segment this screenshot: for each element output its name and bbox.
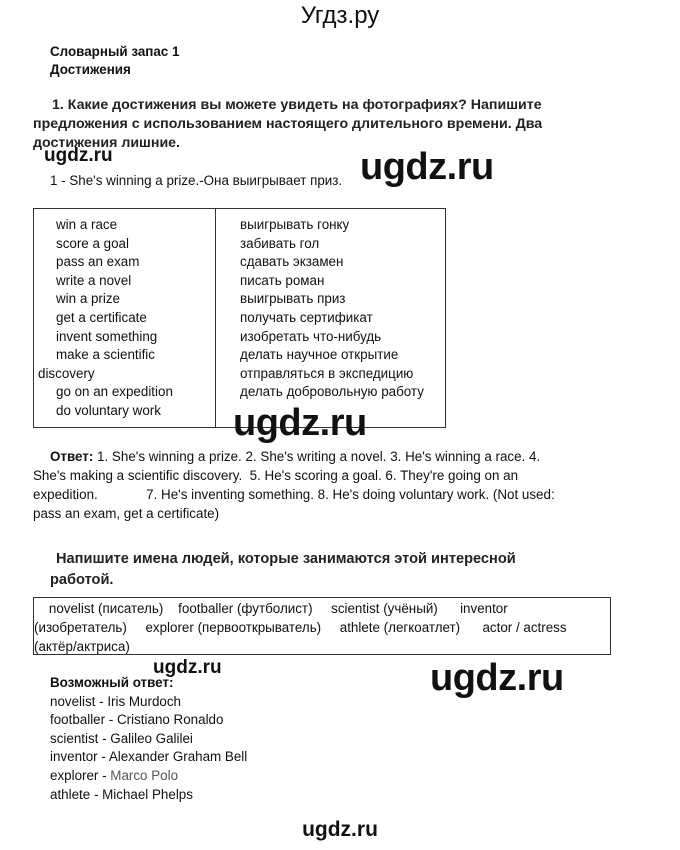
- professions-line: novelist (писатель) footballer (футболист) scientist (учёный) inventor: [34, 601, 508, 616]
- list-item: novelist - Iris Murdoch: [50, 693, 181, 709]
- watermark-small: ugdz.ru: [153, 657, 222, 678]
- possible-answer: [50, 674, 247, 804]
- site-title: Угдз.ру: [300, 2, 380, 29]
- exercise2-task-line1: Напишите имена людей, которые занимаются этой интересной: [56, 551, 516, 567]
- vocab-ru-item: писать роман: [240, 272, 325, 288]
- vocab-en-item: win a race: [56, 217, 118, 232]
- watermark-big: ugdz.ru: [430, 657, 564, 699]
- list-item: explorer - Marco Polo: [50, 767, 179, 783]
- vocab-ru-item: изобретать что-нибудь: [240, 328, 382, 344]
- vocab-en-item: win a prize: [56, 291, 121, 307]
- exercise2-task: [50, 549, 570, 591]
- watermark-big: ugdz.ru: [233, 402, 367, 444]
- vocab-ru-item: выигрывать гонку: [240, 217, 350, 232]
- answer-line: 1. She's winning a prize. 2. She's writing a novel. 3. He's winning a race. 4.: [93, 449, 541, 464]
- vocab-ru-item: забивать гол: [240, 235, 320, 251]
- exercise2-task-line2: работой.: [50, 572, 114, 588]
- answer-line: pass an exam, get a certificate): [33, 506, 220, 521]
- professions-box: [33, 597, 611, 655]
- vocab-en-item: invent something: [56, 328, 158, 344]
- answer-line: She's making a scientific discovery. 5. He's scoring a goal. 6. They're going on an: [33, 468, 519, 483]
- list-item: inventor - Alexander Graham Bell: [50, 749, 248, 765]
- exercise1-task: [33, 96, 593, 153]
- vocab-ru-item: получать сертификат: [240, 309, 373, 325]
- exercise1-task-line2: предложения с использованием настоящего длительного времени. Два: [33, 116, 543, 132]
- watermark-small: ugdz.ru: [44, 145, 113, 166]
- watermark-footer: ugdz.ru: [302, 818, 378, 841]
- vocab-english-column: [34, 216, 214, 421]
- vocab-ru-item: отправляться в экспедицию: [240, 365, 414, 381]
- answer-block: [33, 447, 573, 523]
- vocab-en-item: score a goal: [56, 235, 129, 251]
- vocab-en-item: make a scientific: [56, 347, 155, 363]
- answer-line: expedition. 7. He's inventing something. 8. He's doing voluntary work. (Not used:: [33, 487, 555, 502]
- list-item: scientist - Galileo Galilei: [50, 730, 193, 746]
- vocab-en-item: pass an exam: [56, 254, 140, 270]
- example-sentence: 1 - She's winning a prize.-Она выигрывает приз.: [50, 173, 343, 188]
- vocab-en-item: discovery: [38, 365, 95, 381]
- vocab-heading: Словарный запас 1: [50, 44, 180, 59]
- vocab-en-item: do voluntary work: [56, 402, 161, 418]
- table-divider: [215, 209, 216, 427]
- vocab-ru-item: выигрывать приз: [240, 291, 346, 307]
- answer-label: Ответ:: [50, 449, 94, 464]
- exercise1-task-line1: 1. Какие достижения вы можете увидеть на фотографиях? Напишите: [52, 97, 542, 113]
- vocab-en-item: get a certificate: [56, 309, 147, 325]
- vocab-en-item: write a novel: [56, 272, 132, 288]
- list-item: footballer - Cristiano Ronaldo: [50, 712, 224, 728]
- professions-line: (изобретатель) explorer (первооткрыватель) athlete (легкоатлет) actor / actress: [34, 620, 567, 635]
- watermark-big: ugdz.ru: [360, 146, 494, 188]
- vocab-ru-item: сдавать экзамен: [240, 254, 344, 270]
- exercise1-task-line3: достижения лишние.: [33, 135, 181, 151]
- vocab-table: [33, 208, 446, 428]
- professions-line: (актёр/актриса): [34, 639, 130, 654]
- topic-heading: Достижения: [50, 62, 131, 77]
- possible-answer-label: Возможный ответ:: [50, 675, 174, 690]
- list-item: athlete - Michael Phelps: [50, 786, 193, 802]
- vocab-russian-column: [240, 216, 445, 402]
- vocab-en-item: go on an expedition: [56, 384, 173, 400]
- vocab-ru-item: делать научное открытие: [240, 347, 399, 363]
- vocab-ru-item: делать добровольную работу: [240, 384, 424, 400]
